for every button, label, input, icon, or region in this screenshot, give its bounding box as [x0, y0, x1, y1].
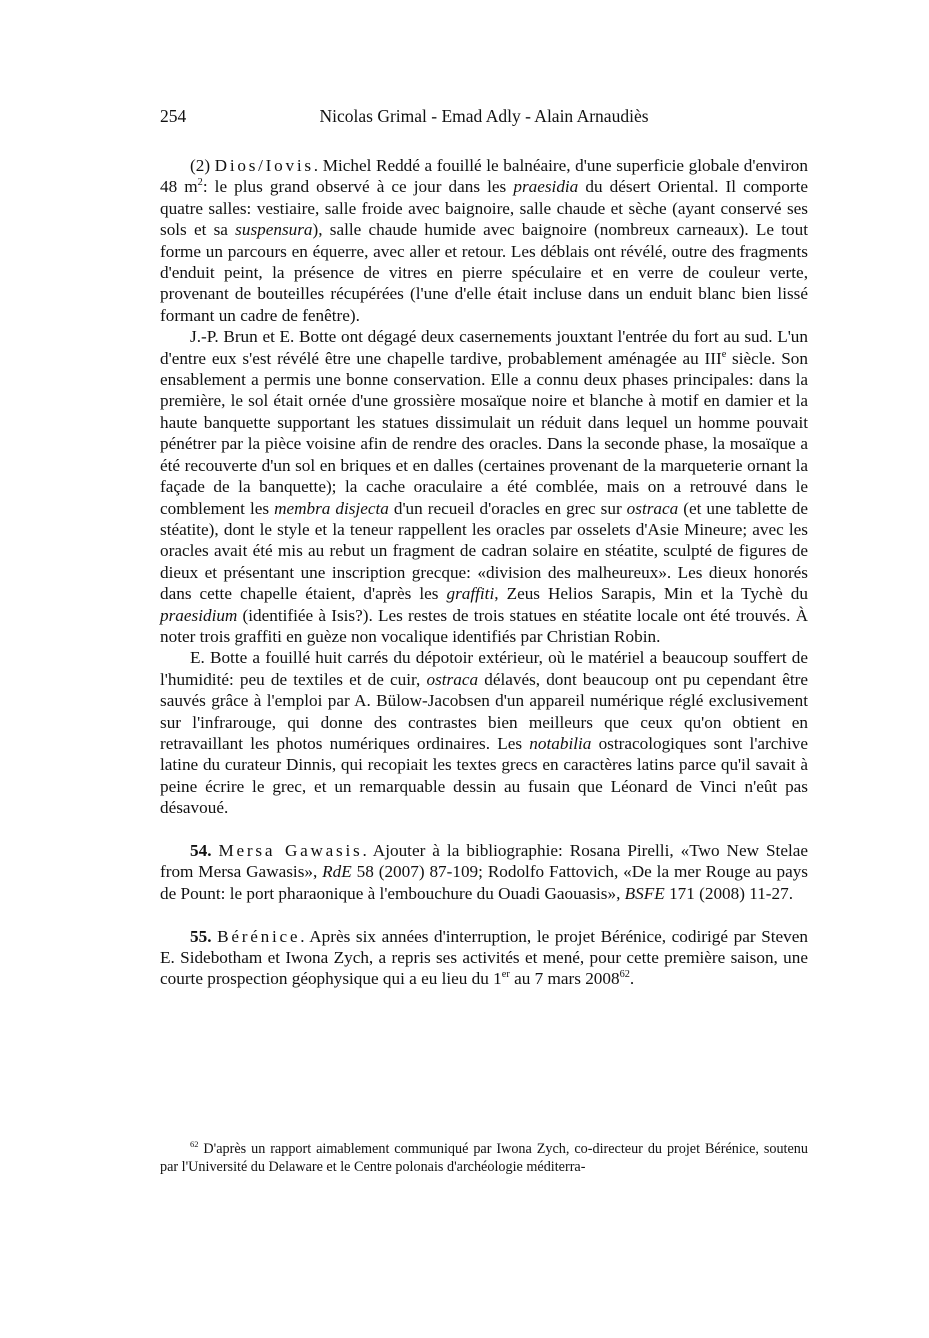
site-name: Dios/Iovis	[214, 156, 314, 175]
section-number: 54.	[190, 840, 212, 860]
page-number: 254	[160, 106, 187, 126]
paragraph-chapelle: J.-P. Brun et E. Botte ont dégagé deux casernements jouxtant l'entrée du fort au sud. L'un d'entre eux s'est révélé être une chapelle tardive, probablement aménagée au IIIe siècle. Son ensablement a permis une bonne conservation. Elle a connu deux phases principales: dans la première, le sol était ornée d'une grossière mosaïque noire et blanche à motif en damier et la haute banquette supportant les statues dissimulait un réduit dans lequel un homme pouvait pénétrer par la pièce voisine afin de rendre des oracles. Dans la seconde phase, la mosaïque a été recouverte d'un sol en briques et en dalles (certaines provenant de la marqueterie ornant la façade de la banquette); la cache oraculaire a été comblée, mais on a retrouvé dans le comblement les membra disjecta d'un recueil d'oracles en grec sur ostraca (et une tablette de stéatite), dont le style et la teneur rappellent les oracles par osselets d'Asie Mineure; avec les oracles avait été mis au rebut un fragment de cadran solaire en stéatite, sculpté de figures de dieux et présentant une inscription grecque: «division des malheureux». Les dieux honorés dans cette chapelle étaient, d'après les graffiti, Zeus Helios Sarapis, Min et la Tychè du praesidium (identifiée à Isis?). Les restes de trois statues en stéatite locale ont été trouvés. À noter trois graffiti en guèze non vocalique identifiés par Christian Robin.	[160, 327, 808, 646]
running-title-authors: Nicolas Grimal - Emad Adly - Alain Arnaudiès	[319, 106, 649, 126]
footnote-62: $^{62}$ D'après un rapport aimablement communiqué par Iwona Zych, co-directeur du projet Bérénice, soutenu par l'Université du Delaware et le Centre polonais d'archéologie méditerra-	[160, 1139, 808, 1175]
paragraph-dios-iovis: (2) Dios/Iovis. Michel Reddé a fouillé le balnéaire, d'une superficie globale d'environ 48 $m^2$: le plus grand observé à ce jour dans les praesidia du désert Oriental. Il comporte quatre salles: vestiaire, salle froide avec baignoire, salle chaude et sèche (ayant conservé ses sols et sa suspensura), salle chaude humide avec baignoire (nombreux carneaux). Le tout forme un parcours en équerre, avec aller et retour. Les déblais ont révélé, outre des fragments d'enduit peint, la présence de vitres en pierre spéculaire et en verre de couleur verte, provenant de bouteilles récupérées (l'une d'elle était incluse dans un enduit blanc bien lissé formant un cadre de fenêtre).	[160, 156, 808, 325]
footnote-reference: 62	[619, 969, 630, 981]
paragraph-depotoir: E. Botte a fouillé huit carrés du dépotoir extérieur, où le matériel a beaucoup souffert de l'humidité: peu de textiles et de cuir, ostraca délavés, dont beaucoup ont pu cependant être sauvés grâce à l'emploi par A. Bülow-Jacobsen d'un appareil numérique réglé exclusivement sur l'infrarouge, qui donne des contrastes bien meilleurs que ceux qu'on obtient en retravaillant les photos numériques ordinaires. Les notabilia ostracologiques sont l'archive latine du curateur Dinnis, qui recopiait les textes grecs en caractères latins parce qu'il savait à peine écrire le grec, et un remarquable dessin au fusain que Léonard de Vinci n'eût pas désavoué.	[160, 648, 808, 818]
site-name: Bérénice	[217, 926, 301, 946]
running-header	[160, 106, 808, 130]
site-name: Mersa Gawasis	[218, 840, 363, 860]
footnote-number: 62	[190, 1139, 199, 1150]
section-number: 55.	[190, 926, 212, 946]
section-55-berenice: 55. Bérénice. Après six années d'interruption, le projet Bérénice, codirigé par Steven E. Sidebotham et Iwona Zych, a repris ses activités et mené, pour cette première saison, une courte prospection géophysique qui a eu lieu du 1er au 7 mars 2008$^{62}$.	[160, 926, 809, 989]
main-text	[160, 155, 808, 990]
section-54-mersa-gawasis: 54. Mersa Gawasis. Ajouter à la bibliographie: Rosana Pirelli, «Two New Stelae from Mersa Gawasis», RdE 58 (2007) 87-109; Rodolfo Fattovich, «De la mer Rouge au pays de Pount: le port pharaonique à l'embouchure du Ouadi Gaouasis», BSFE 171 (2008) 11-27.	[160, 840, 808, 903]
